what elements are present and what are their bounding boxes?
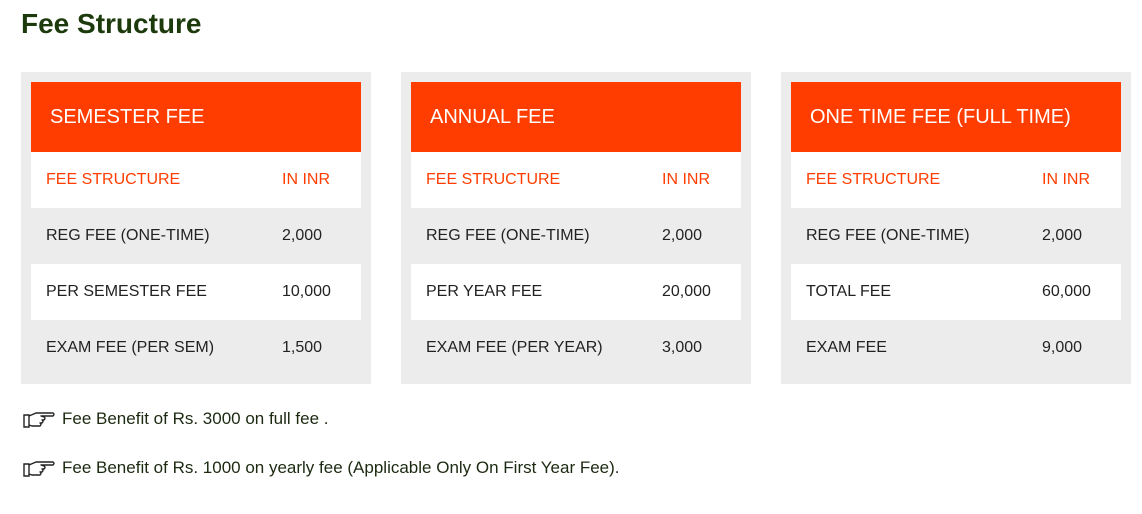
- fee-amount: 2,000: [662, 227, 703, 244]
- table-header-row: [791, 152, 1121, 208]
- fee-benefit-note: [22, 456, 620, 480]
- table-row: [791, 264, 1121, 320]
- card-header: ONE TIME FEE (FULL TIME): [791, 82, 1121, 152]
- table-row: [791, 320, 1121, 376]
- card-header: ANNUAL FEE: [411, 82, 741, 152]
- fee-label: REG FEE (ONE-TIME): [46, 227, 210, 244]
- table-row: [31, 208, 361, 264]
- note-text: Fee Benefit of Rs. 3000 on full fee .: [62, 409, 329, 428]
- card-header: SEMESTER FEE: [31, 82, 361, 152]
- fee-label: REG FEE (ONE-TIME): [426, 227, 590, 244]
- annual-fee-card: [401, 72, 751, 384]
- page-title: Fee Structure: [21, 8, 202, 39]
- pointing-hand-icon: [22, 456, 56, 480]
- pointing-hand-icon: [22, 407, 56, 431]
- fee-label: REG FEE (ONE-TIME): [806, 227, 970, 244]
- fee-amount: 10,000: [282, 283, 331, 300]
- table-row: [411, 208, 741, 264]
- table-row: [31, 320, 361, 376]
- fee-label: PER SEMESTER FEE: [46, 283, 207, 300]
- fee-amount: 2,000: [1042, 227, 1083, 244]
- fee-amount: 3,000: [662, 339, 703, 356]
- column-header-fee-structure: FEE STRUCTURE: [46, 171, 181, 188]
- fee-label: PER YEAR FEE: [426, 283, 543, 300]
- column-header-amount: IN INR: [1042, 171, 1090, 188]
- table-header-row: [411, 152, 741, 208]
- fee-label: EXAM FEE (PER SEM): [46, 339, 215, 356]
- fee-amount: 1,500: [282, 339, 323, 356]
- fee-amount: 2,000: [282, 227, 323, 244]
- table-row: [31, 264, 361, 320]
- table-row: [791, 208, 1121, 264]
- fee-amount: 20,000: [662, 283, 711, 300]
- one-time-fee-card: [781, 72, 1131, 384]
- semester-fee-card: [21, 72, 371, 384]
- column-header-amount: IN INR: [662, 171, 710, 188]
- table-header-row: [31, 152, 361, 208]
- column-header-fee-structure: FEE STRUCTURE: [806, 171, 941, 188]
- fee-label: EXAM FEE: [806, 339, 887, 356]
- fee-label: TOTAL FEE: [806, 283, 892, 300]
- table-row: [411, 320, 741, 376]
- note-text: Fee Benefit of Rs. 1000 on yearly fee (Applicable Only On First Year Fee).: [62, 458, 620, 477]
- fee-amount: 60,000: [1042, 283, 1091, 300]
- fee-benefit-note: [22, 407, 329, 431]
- fee-amount: 9,000: [1042, 339, 1083, 356]
- column-header-fee-structure: FEE STRUCTURE: [426, 171, 561, 188]
- column-header-amount: IN INR: [282, 171, 330, 188]
- fee-label: EXAM FEE (PER YEAR): [426, 339, 603, 356]
- table-row: [411, 264, 741, 320]
